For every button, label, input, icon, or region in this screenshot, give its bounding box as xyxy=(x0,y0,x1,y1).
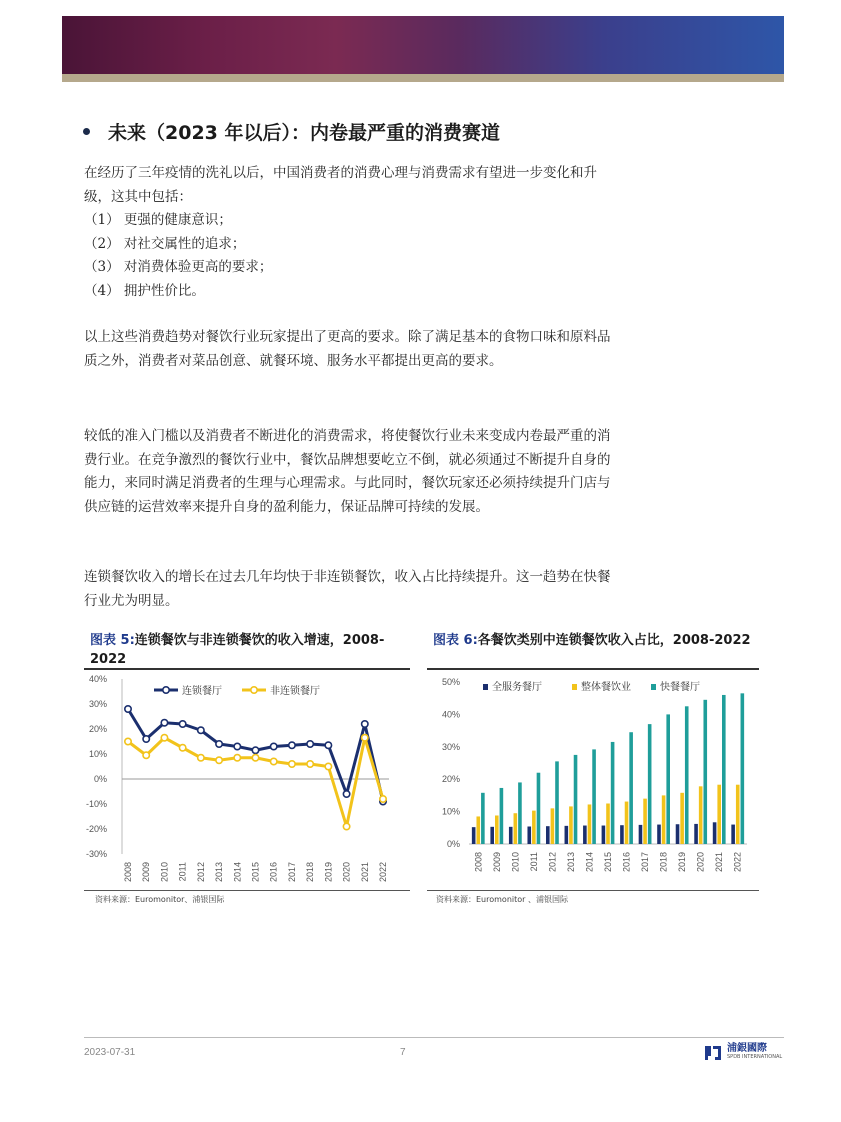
bar-2 xyxy=(606,804,610,845)
bar-2 xyxy=(625,802,629,844)
y-tick-label: 20% xyxy=(441,774,460,785)
figure-5-label: 图表 5: xyxy=(90,633,135,648)
data-point xyxy=(143,736,149,742)
section-heading xyxy=(83,118,500,145)
x-tick-label: 2016 xyxy=(621,852,632,873)
data-point xyxy=(307,761,313,767)
legend-label: 非连锁餐厅 xyxy=(270,686,320,697)
x-tick-label: 2011 xyxy=(177,862,188,882)
bar-2 xyxy=(643,799,647,844)
data-point xyxy=(325,763,331,769)
bar-1 xyxy=(509,827,513,844)
page-number: 7 xyxy=(400,1047,406,1058)
bar-3 xyxy=(722,695,726,844)
y-tick-label: 0% xyxy=(93,774,107,784)
data-point xyxy=(343,823,349,829)
x-tick-label: 2009 xyxy=(491,852,502,873)
bar-2 xyxy=(532,811,536,844)
data-point xyxy=(343,791,349,797)
list-item: （1） 更强的健康意识； xyxy=(84,212,232,228)
x-tick-label: 2017 xyxy=(286,862,297,883)
legend-swatch xyxy=(651,684,656,690)
x-tick-label: 2014 xyxy=(584,852,595,873)
bar-3 xyxy=(518,782,522,844)
paragraph-text: 在经历了三年疫情的洗礼以后，中国消费者的消费心理与消费需求有望进一步变化和升级，这其中包括： xyxy=(84,165,597,205)
bar-3 xyxy=(500,788,504,844)
bar-2 xyxy=(699,786,703,844)
y-tick-label: 50% xyxy=(441,677,460,687)
bar-1 xyxy=(546,826,550,844)
x-tick-label: 2008 xyxy=(123,862,133,883)
paragraph-text: 以上这些消费趋势对餐饮行业玩家提出了更高的要求。除了满足基本的食物口味和原料品质之外，消费者对菜品创意、就餐环境、服务水平都提出更高的要求。 xyxy=(84,329,611,369)
bar-2 xyxy=(476,816,480,844)
bar-1 xyxy=(602,826,606,844)
y-tick-label: 10% xyxy=(88,749,107,759)
figure-6-title xyxy=(433,631,773,650)
figure-5-bottom-rule xyxy=(84,890,410,891)
bar-3 xyxy=(574,755,578,844)
growth-line-chart xyxy=(84,670,414,890)
data-point xyxy=(198,727,204,733)
legend-swatch xyxy=(483,684,488,690)
legend-label: 整体餐饮业 xyxy=(581,682,631,693)
x-tick-label: 2019 xyxy=(323,862,334,883)
y-tick-label: -30% xyxy=(85,849,107,859)
x-tick-label: 2012 xyxy=(195,862,206,883)
bar-1 xyxy=(583,826,587,844)
data-point xyxy=(362,735,368,741)
logo-text-cn: 浦銀國際 xyxy=(727,1043,767,1054)
y-tick-label: 20% xyxy=(88,724,107,734)
legend-label: 快餐餐厅 xyxy=(660,682,700,693)
y-tick-label: 10% xyxy=(441,806,460,817)
data-point xyxy=(125,706,131,712)
x-tick-label: 2021 xyxy=(359,862,370,883)
list-item: （4） 拥护性价比。 xyxy=(84,282,205,299)
y-tick-label: 30% xyxy=(441,741,460,752)
bar-1 xyxy=(676,824,680,844)
x-tick-label: 2020 xyxy=(341,862,352,883)
figure-6-label: 图表 6: xyxy=(433,633,478,648)
bar-1 xyxy=(490,827,494,844)
data-point xyxy=(179,745,185,751)
bar-2 xyxy=(551,808,555,844)
header-stripe xyxy=(62,74,784,82)
data-point xyxy=(325,742,331,748)
bar-3 xyxy=(537,773,541,844)
figure-6-title-text: 各餐饮类别中连锁餐饮收入占比，2008-2022 xyxy=(477,633,751,648)
bullet-icon xyxy=(83,128,90,135)
legend-label: 连锁餐厅 xyxy=(182,686,222,697)
data-point xyxy=(289,742,295,748)
paragraph-text: 较低的准入门槛以及消费者不断进化的消费需求，将使餐饮行业未来变成内卷最严重的消费行业。在竞争激烈的餐饮行业中，餐饮品牌想要屹立不倒，就必须通过不断提升自身的能力，来同时满足消费者的生理与心理需求。与此同时，餐饮玩家还必须持续提升门店与供应链的运营效率来提升自身的盈利能力，保证品牌可持续的发展。 xyxy=(84,428,611,515)
x-tick-label: 2012 xyxy=(547,852,558,873)
bar-2 xyxy=(717,785,721,844)
bar-3 xyxy=(666,714,670,844)
data-point xyxy=(143,752,149,758)
x-tick-label: 2010 xyxy=(159,862,170,883)
x-tick-label: 2015 xyxy=(603,852,613,873)
company-logo xyxy=(703,1044,782,1062)
x-tick-label: 2010 xyxy=(510,852,521,873)
list-item: （2） 对社交属性的追求； xyxy=(84,235,246,252)
bar-1 xyxy=(713,822,717,844)
x-tick-label: 2022 xyxy=(732,852,743,873)
data-point xyxy=(362,721,368,727)
figure-5-title-text: 连锁餐饮与非连锁餐饮的收入增速，2008-2022 xyxy=(90,633,385,667)
bar-1 xyxy=(620,825,624,844)
share-bar-chart xyxy=(427,670,762,890)
x-tick-label: 2009 xyxy=(141,862,152,883)
data-point xyxy=(161,720,167,726)
bar-3 xyxy=(555,761,559,844)
header-banner xyxy=(62,16,784,74)
legend-label: 全服务餐厅 xyxy=(492,682,542,693)
bar-2 xyxy=(680,793,684,844)
x-tick-label: 2014 xyxy=(232,862,243,883)
section-heading-text: 未来（2023 年以后）：内卷最严重的消费赛道 xyxy=(108,122,500,144)
x-tick-label: 2008 xyxy=(473,852,484,873)
bar-2 xyxy=(662,795,666,844)
bar-1 xyxy=(565,826,569,844)
bar-1 xyxy=(639,825,643,844)
bar-3 xyxy=(592,749,596,844)
figure-6-source: 资料来源：Euromonitor 、浦银国际 xyxy=(436,895,568,904)
x-tick-label: 2011 xyxy=(528,852,539,872)
x-tick-label: 2018 xyxy=(658,852,669,873)
x-tick-label: 2018 xyxy=(305,862,316,883)
y-tick-label: 30% xyxy=(88,699,107,709)
bar-3 xyxy=(741,693,745,844)
y-tick-label: 40% xyxy=(88,674,107,684)
figure-5-source: 资料来源：Euromonitor、浦银国际 xyxy=(95,895,225,904)
bar-2 xyxy=(736,785,740,844)
paragraph-4 xyxy=(84,566,614,613)
footer-rule xyxy=(84,1037,784,1038)
data-point xyxy=(216,741,222,747)
paragraph-3 xyxy=(84,425,614,519)
bar-1 xyxy=(731,825,735,844)
footer-date: 2023-07-31 xyxy=(84,1047,136,1058)
bar-3 xyxy=(481,793,485,844)
data-point xyxy=(198,755,204,761)
paragraph-text: 连锁餐饮收入的增长在过去几年均快于非连锁餐饮，收入占比持续提升。这一趋势在快餐行业尤为明显。 xyxy=(84,569,611,609)
x-tick-label: 2021 xyxy=(714,852,725,873)
data-point xyxy=(307,741,313,747)
bar-3 xyxy=(648,724,652,844)
data-point xyxy=(125,738,131,744)
bar-1 xyxy=(657,825,661,844)
list-item: （3） 对消费体验更高的要求； xyxy=(84,259,273,275)
bar-3 xyxy=(703,700,707,844)
legend-swatch xyxy=(572,684,577,690)
y-tick-label: -20% xyxy=(85,824,107,834)
data-point xyxy=(234,743,240,749)
bar-3 xyxy=(629,732,633,844)
legend-marker xyxy=(163,687,169,693)
bar-1 xyxy=(472,827,476,844)
x-tick-label: 2015 xyxy=(250,862,261,883)
bar-3 xyxy=(685,706,689,844)
paragraph-1 xyxy=(84,162,614,303)
figure-6-bottom-rule xyxy=(427,890,759,891)
data-point xyxy=(380,796,386,802)
legend-marker xyxy=(251,687,257,693)
x-tick-label: 2020 xyxy=(695,852,706,873)
logo-text-en: SPDB INTERNATIONAL xyxy=(727,1054,783,1060)
bar-2 xyxy=(588,804,592,844)
data-point xyxy=(216,757,222,763)
data-point xyxy=(252,747,258,753)
x-tick-label: 2019 xyxy=(677,852,688,873)
y-tick-label: 0% xyxy=(446,839,460,849)
y-tick-label: 40% xyxy=(441,709,460,720)
y-tick-label: -10% xyxy=(85,799,107,809)
bar-2 xyxy=(495,815,499,844)
data-point xyxy=(234,755,240,761)
bar-3 xyxy=(611,742,615,844)
data-point xyxy=(161,735,167,741)
logo-mark-icon xyxy=(703,1044,723,1062)
x-tick-label: 2013 xyxy=(214,862,225,883)
bar-2 xyxy=(569,806,573,844)
x-tick-label: 2017 xyxy=(640,852,651,873)
x-tick-label: 2016 xyxy=(268,862,279,883)
bar-1 xyxy=(694,824,698,844)
data-point xyxy=(271,758,277,764)
bar-1 xyxy=(527,827,531,844)
figure-5-title xyxy=(90,631,420,669)
data-point xyxy=(289,761,295,767)
bar-2 xyxy=(514,813,518,844)
paragraph-2 xyxy=(84,326,614,373)
data-point xyxy=(271,743,277,749)
data-point xyxy=(252,755,258,761)
x-tick-label: 2013 xyxy=(565,852,576,873)
x-tick-label: 2022 xyxy=(378,862,388,883)
data-point xyxy=(179,721,185,727)
